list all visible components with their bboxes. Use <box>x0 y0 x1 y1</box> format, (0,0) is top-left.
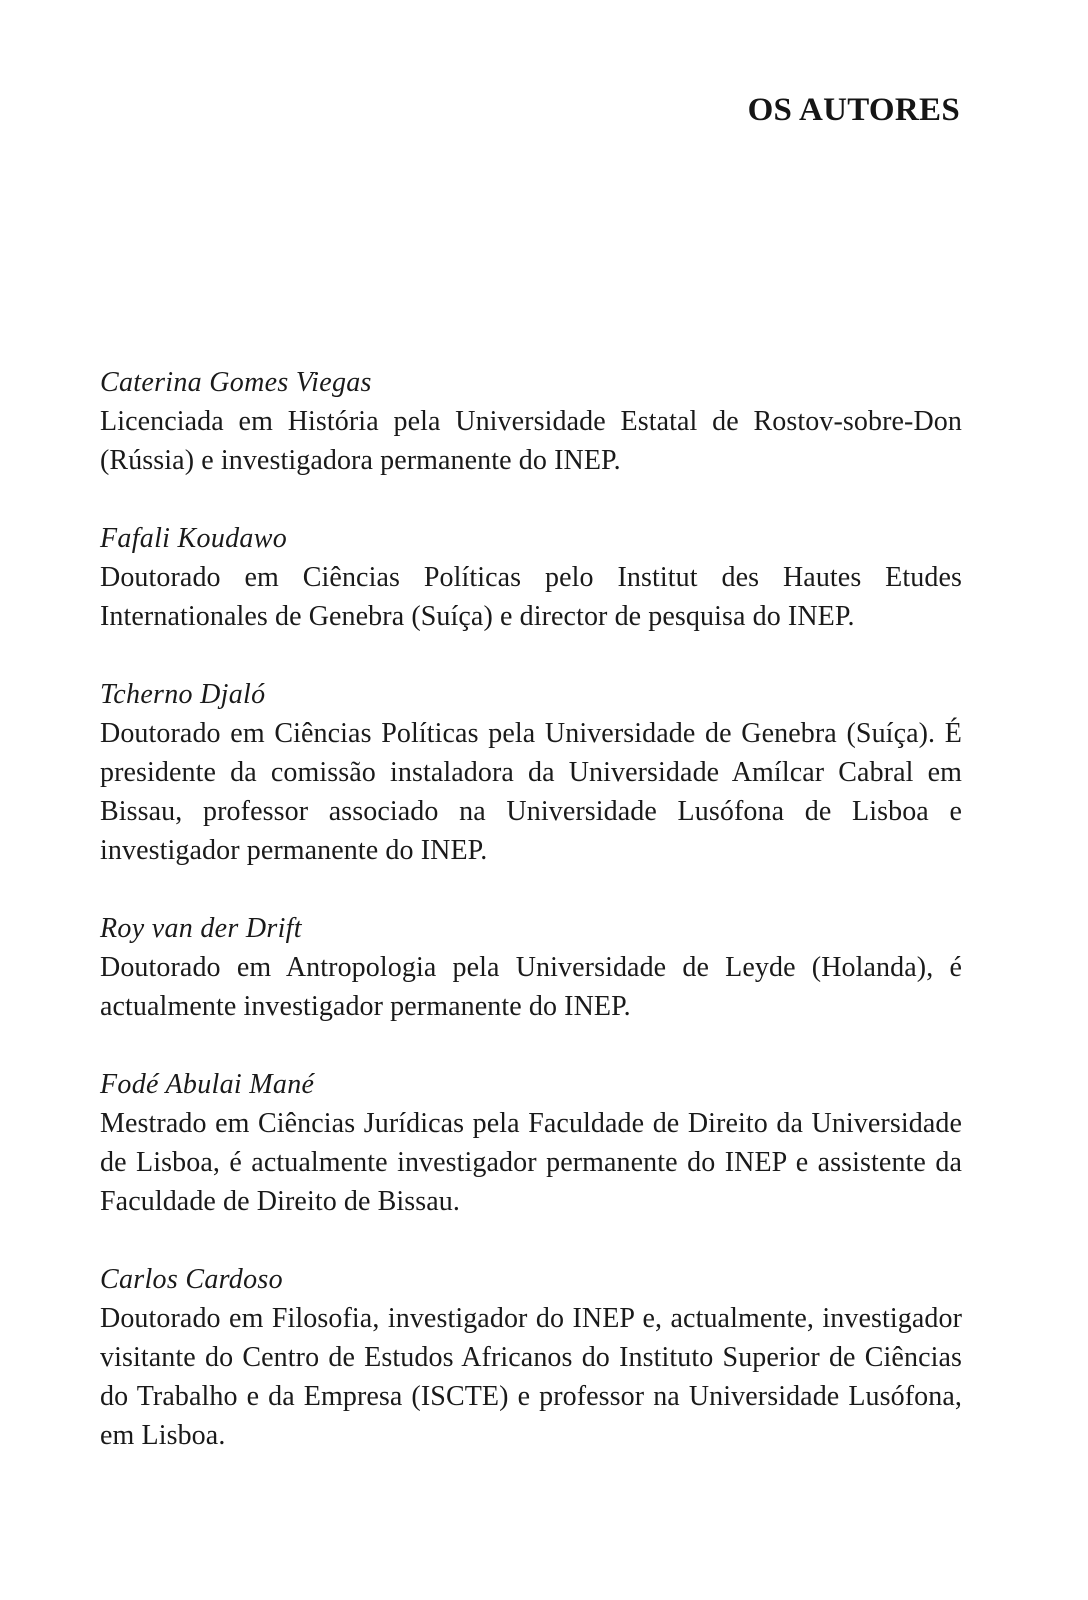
authors-list <box>100 364 962 1495</box>
author-entry <box>100 364 962 480</box>
author-name: Caterina Gomes Viegas <box>100 367 372 398</box>
author-entry <box>100 520 962 636</box>
author-entry <box>100 676 962 870</box>
author-name: Fafali Koudawo <box>100 523 287 554</box>
author-bio: Doutorado em Filosofia, investigador do INEP e, actualmente, investigador visitante do Centro de Estudos Africanos do Instituto Superior de Ciências do Trabalho e da Empresa (ISCTE) e professor na Universidade Lusófona, em Lisboa. <box>100 1303 962 1451</box>
author-bio: Doutorado em Ciências Políticas pelo Institut des Hautes Etudes Internationales de Genebra (Suíça) e director de pesquisa do INEP. <box>100 562 962 632</box>
author-entry <box>100 1066 962 1221</box>
author-name: Carlos Cardoso <box>100 1264 283 1295</box>
author-bio: Licenciada em História pela Universidade Estatal de Rostov-sobre-Don (Rússia) e investigadora permanente do INEP. <box>100 406 962 476</box>
author-name: Fodé Abulai Mané <box>100 1069 315 1100</box>
author-name: Roy van der Drift <box>100 913 302 944</box>
author-bio: Mestrado em Ciências Jurídicas pela Faculdade de Direito da Universidade de Lisboa, é actualmente investigador permanente do INEP e assistente da Faculdade de Direito de Bissau. <box>100 1108 962 1217</box>
author-entry <box>100 910 962 1026</box>
author-entry <box>100 1261 962 1455</box>
author-bio: Doutorado em Ciências Políticas pela Universidade de Genebra (Suíça). É presidente da comissão instaladora da Universidade Amílcar Cabral em Bissau, professor associado na Universidade Lusófona de Lisboa e investigador permanente do INEP. <box>100 718 962 866</box>
page-title: OS AUTORES <box>747 92 960 128</box>
author-name: Tcherno Djaló <box>100 679 266 710</box>
author-bio: Doutorado em Antropologia pela Universidade de Leyde (Holanda), é actualmente investigador permanente do INEP. <box>100 952 962 1022</box>
